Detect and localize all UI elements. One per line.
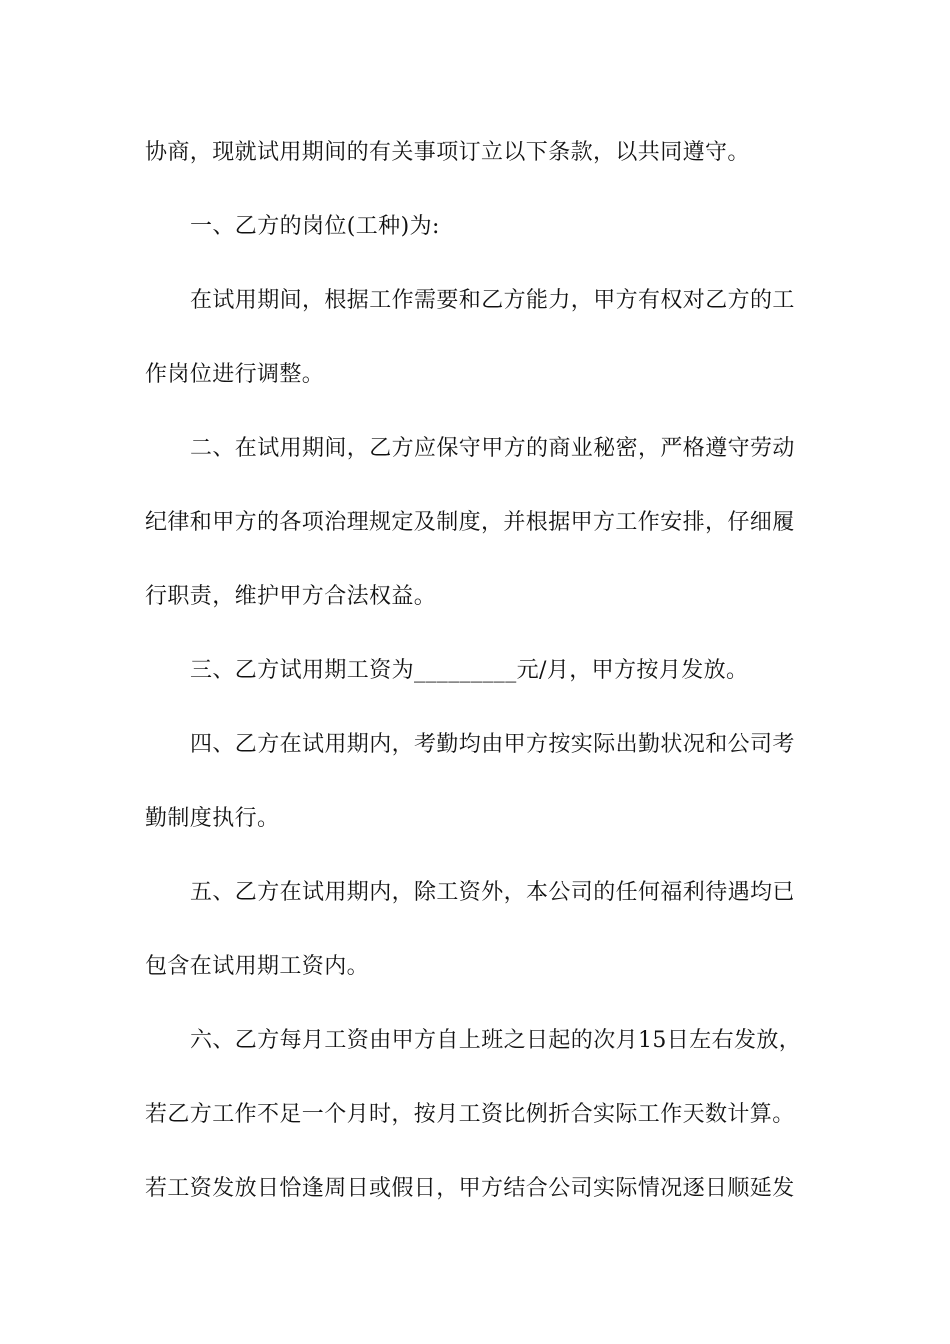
clause-5-text: 五、乙方在试用期内，除工资外，本公司的任何福利待遇均已 (190, 880, 795, 905)
text-line: 协商，现就试用期间的有关事项订立以下条款，以共同遵守。 (145, 140, 750, 165)
text-line: 勤制度执行。 (145, 806, 280, 831)
clause-3-text: 三、乙方试用期工资为_________元/月，甲方按月发放。 (190, 658, 749, 683)
text-line: 作岗位进行调整。 (145, 362, 325, 387)
text-line: 若工资发放日恰逢周日或假日，甲方结合公司实际情况逐日顺延发 (145, 1176, 795, 1201)
text-line: 纪律和甲方的各项治理规定及制度，并根据甲方工作安排，仔细履 (145, 510, 795, 535)
clause-1-heading: 一、乙方的岗位(工种)为: (190, 214, 440, 239)
text-line: 若乙方工作不足一个月时，按月工资比例折合实际工作天数计算。 (145, 1102, 795, 1127)
text-line: 行职责，维护甲方合法权益。 (145, 584, 437, 609)
text-line: 包含在试用期工资内。 (145, 954, 370, 979)
text-line: 在试用期间，根据工作需要和乙方能力，甲方有权对乙方的工 (190, 288, 795, 313)
clause-6-text: 六、乙方每月工资由甲方自上班之日起的次月15日左右发放， (190, 1028, 802, 1053)
clause-4-text: 四、乙方在试用期内，考勤均由甲方按实际出勤状况和公司考 (190, 732, 795, 757)
clause-2-text: 二、在试用期间，乙方应保守甲方的商业秘密，严格遵守劳动 (190, 436, 795, 461)
